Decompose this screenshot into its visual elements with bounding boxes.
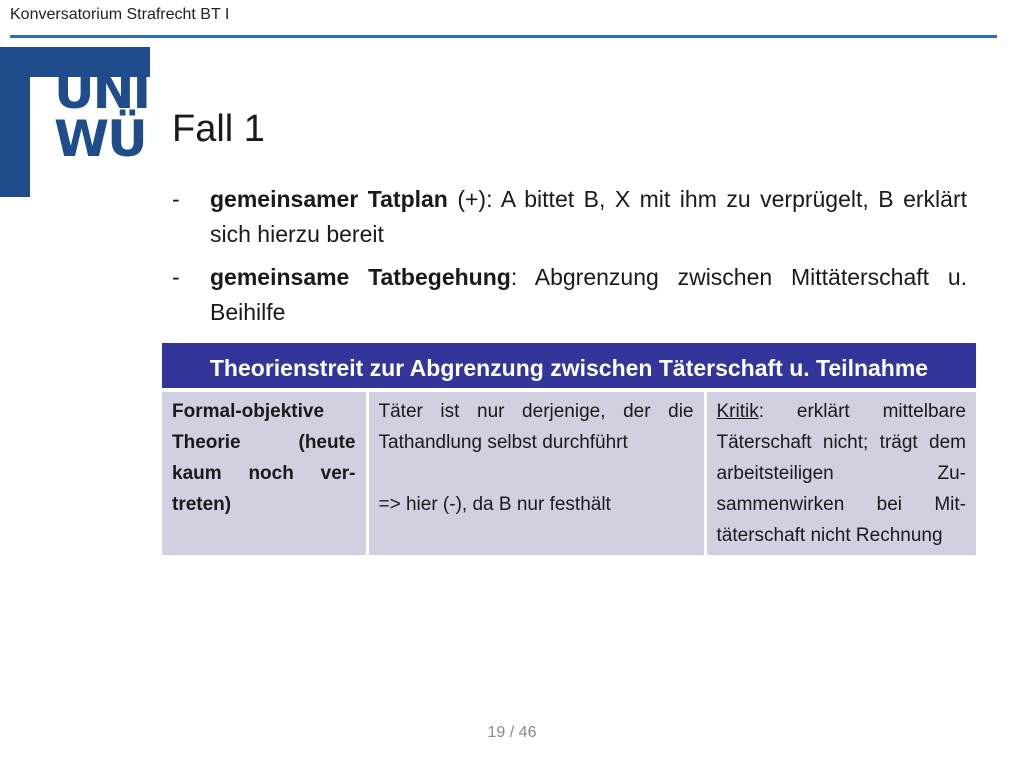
theory-name-cell: Formal-objektive Theorie (heute kaum noch vertreten) bbox=[162, 390, 367, 555]
table-row bbox=[162, 390, 976, 555]
spacer bbox=[379, 458, 694, 489]
bullet-item bbox=[172, 182, 967, 252]
bullet-dash: - bbox=[172, 186, 180, 212]
table-header: Theorienstreit zur Abgrenzung zwischen Täterschaft u. Teilnahme bbox=[162, 343, 976, 390]
logo-line-2: WÜ bbox=[54, 110, 146, 168]
theory-content-cell bbox=[367, 390, 705, 555]
bullet-list bbox=[172, 182, 967, 338]
bullet-keyword: gemeinsamer Tatplan bbox=[210, 186, 448, 212]
logo-wordmark bbox=[54, 62, 150, 168]
critique-label: Kritik bbox=[716, 401, 759, 422]
presentation-title: Konversatorium Strafrecht BT I bbox=[10, 6, 230, 23]
bullet-text: (+): A bittet B, X mit ihm zu verprügelt, B erklärt sich hierzu bereit bbox=[210, 186, 967, 247]
slide-title: Fall 1 bbox=[172, 108, 265, 150]
critique-text: : erklärt mittelbare Täterschaft nicht; trägt dem arbeitsteiligen Zusammenwirken bei Mittäterschaft nicht Rechnung bbox=[716, 401, 966, 546]
bullet-item bbox=[172, 260, 967, 330]
university-logo bbox=[0, 47, 150, 197]
critique-cell bbox=[705, 390, 976, 555]
bullet-dash: - bbox=[172, 264, 180, 290]
page-number: 19 / 46 bbox=[487, 724, 537, 741]
bullet-keyword: gemeinsame Tatbegehung bbox=[210, 264, 511, 290]
theory-application: => hier (-), da B nur festhält bbox=[378, 494, 611, 515]
bullet-text: : Abgrenzung zwischen Mittäterschaft u. Beihilfe bbox=[210, 264, 967, 325]
theory-table bbox=[162, 343, 976, 555]
logo-line-1: UNI bbox=[54, 62, 150, 120]
theory-definition: Täter ist nur derjenige, der die Tathandlung selbst durchführt bbox=[378, 401, 694, 453]
header-divider bbox=[10, 35, 997, 38]
